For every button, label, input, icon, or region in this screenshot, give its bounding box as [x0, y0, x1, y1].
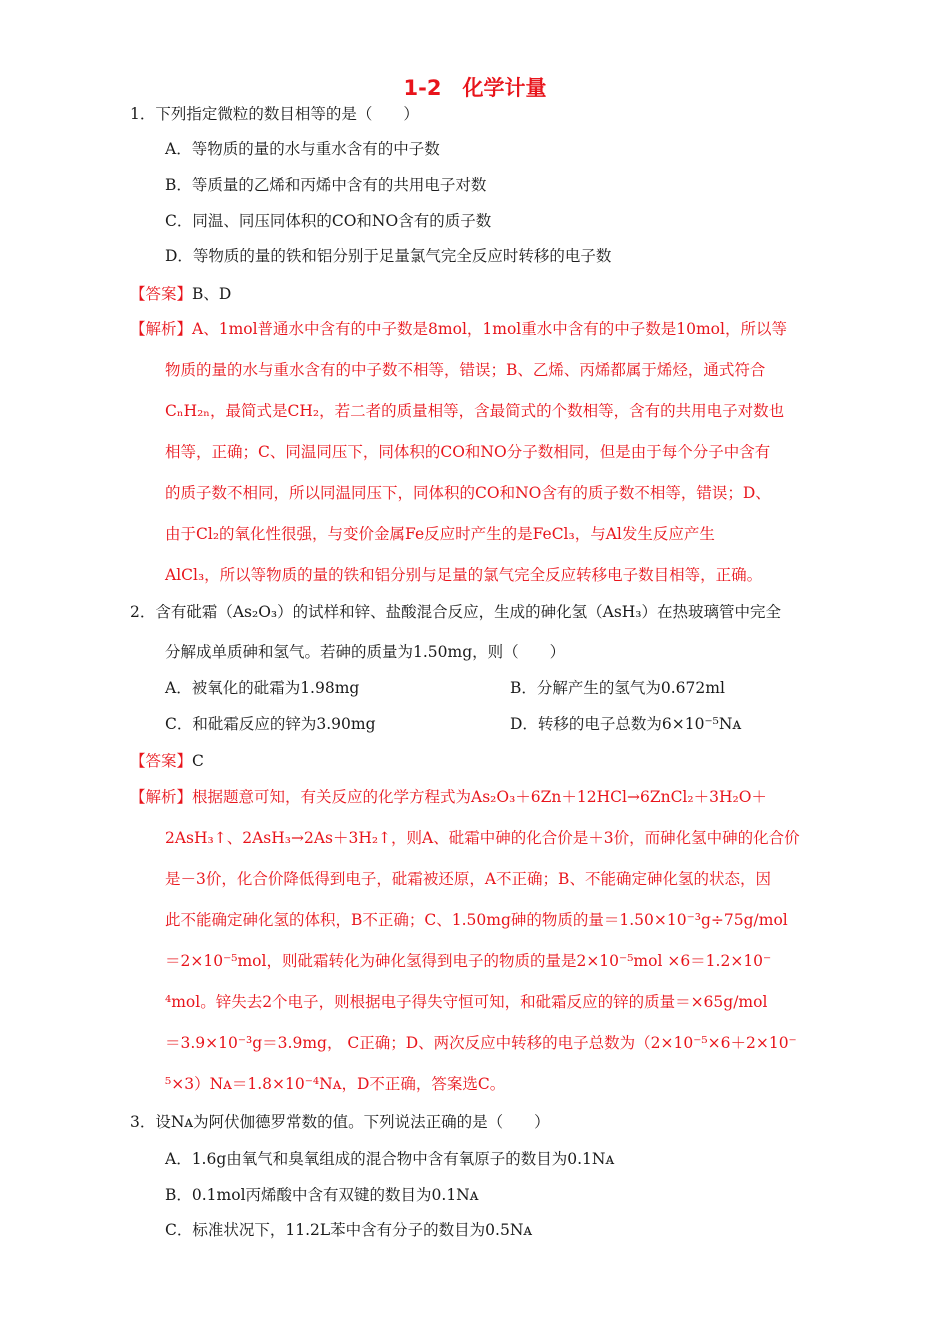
q1-option-d: D．等物质的量的铁和铝分别于足量氯气完全反应时转移的电子数: [165, 247, 612, 265]
q3-stem: 3．设Nᴀ为阿伏伽德罗常数的值。下列说法正确的是（ ）: [130, 1113, 550, 1131]
q2-answer: [130, 749, 204, 773]
analysis-text: 根据题意可知，有关反应的化学方程式为As₂O₃＋6Zn＋12HCl→6ZnCl₂＋3H₂O＋: [192, 788, 767, 806]
q2-option-a: A．被氧化的砒霜为1.98mg: [165, 679, 360, 697]
q1-analysis-line: 的质子数不相同，所以同温同压下，同体积的CO和NO含有的质子数不相等，错误；D、: [165, 484, 771, 502]
answer-value: C: [192, 752, 204, 770]
q1-analysis-line: 物质的量的水与重水含有的中子数不相等，错误；B、乙烯、丙烯都属于烯烃，通式符合: [165, 361, 766, 379]
q1-analysis-line: AlCl₃，所以等物质的量的铁和铝分别与足量的氯气完全反应转移电子数目相等，正确。: [165, 566, 763, 584]
q2-analysis-line: ⁴mol。锌失去2个电子，则根据电子得失守恒可知，和砒霜反应的锌的质量＝×65g/mol: [165, 993, 768, 1011]
page-title: 1-2 化学计量: [403, 76, 547, 100]
q2-option-b: B．分解产生的氢气为0.672ml: [510, 679, 725, 697]
analysis-tag: 【解析】: [130, 788, 193, 806]
q2-analysis-line: 此不能确定砷化氢的体积，B不正确；C、1.50mg砷的物质的量＝1.50×10⁻³g÷75g/mol: [165, 911, 788, 929]
q1-option-b: B．等质量的乙烯和丙烯中含有的共用电子对数: [165, 176, 487, 194]
q2-analysis-line: 2AsH₃↑、2AsH₃→2As＋3H₂↑，则A、砒霜中砷的化合价是＋3价，而砷化氢中砷的化合价: [165, 829, 800, 847]
q2-analysis-line: ＝2×10⁻⁵mol，则砒霜转化为砷化氢得到电子的物质的量是2×10⁻⁵mol ×6＝1.2×10⁻: [165, 952, 772, 970]
q1-analysis-line: 由于Cl₂的氧化性很强，与变价金属Fe反应时产生的是FeCl₃，与Al发生反应产生: [165, 525, 715, 543]
q2-analysis-line: [130, 785, 767, 809]
q2-option-c: C．和砒霜反应的锌为3.90mg: [165, 715, 376, 733]
q1-analysis-line: [130, 317, 787, 341]
answer-value: B、D: [192, 285, 232, 303]
q2-option-d: D．转移的电子总数为6×10⁻⁵Nᴀ: [510, 715, 742, 733]
q2-analysis-line: 是－3价，化合价降低得到电子，砒霜被还原，A不正确；B、不能确定砷化氢的状态，因: [165, 870, 771, 888]
q1-option-a: A．等物质的量的水与重水含有的中子数: [165, 140, 440, 158]
answer-tag: 【答案】: [130, 285, 193, 303]
q2-stem-cont: 分解成单质砷和氢气。若砷的质量为1.50mg，则（ ）: [165, 643, 566, 661]
q1-analysis-line: 相等，正确；C、同温同压下，同体积的CO和NO分子数相同，但是由于每个分子中含有: [165, 443, 771, 461]
q1-option-c: C．同温、同压同体积的CO和NO含有的质子数: [165, 212, 492, 230]
q3-option-b: B．0.1mol丙烯酸中含有双键的数目为0.1Nᴀ: [165, 1186, 479, 1204]
q3-option-c: C．标准状况下，11.2L苯中含有分子的数目为0.5Nᴀ: [165, 1221, 533, 1239]
q1-answer: [130, 282, 231, 306]
q2-analysis-line: ＝3.9×10⁻³g＝3.9mg， C正确；D、两次反应中转移的电子总数为（2×10⁻⁵×6＋2×10⁻: [165, 1034, 797, 1052]
analysis-text: A、1mol普通水中含有的中子数是8mol，1mol重水中含有的中子数是10mol，所以等: [192, 320, 787, 338]
q1-analysis-line: CₙH₂ₙ，最简式是CH₂，若二者的质量相等，含最简式的个数相等，含有的共用电子对数也: [165, 402, 785, 420]
answer-tag: 【答案】: [130, 752, 193, 770]
q3-option-a: A．1.6g由氧气和臭氧组成的混合物中含有氧原子的数目为0.1Nᴀ: [165, 1150, 615, 1168]
q1-stem: 1．下列指定微粒的数目相等的是（ ）: [130, 105, 419, 123]
q2-stem: 2．含有砒霜（As₂O₃）的试样和锌、盐酸混合反应，生成的砷化氢（AsH₃）在热玻璃管中完全: [130, 603, 782, 621]
q2-analysis-line: ⁵×3）Nᴀ＝1.8×10⁻⁴Nᴀ，D不正确，答案选C。: [165, 1075, 506, 1093]
analysis-tag: 【解析】: [130, 320, 193, 338]
